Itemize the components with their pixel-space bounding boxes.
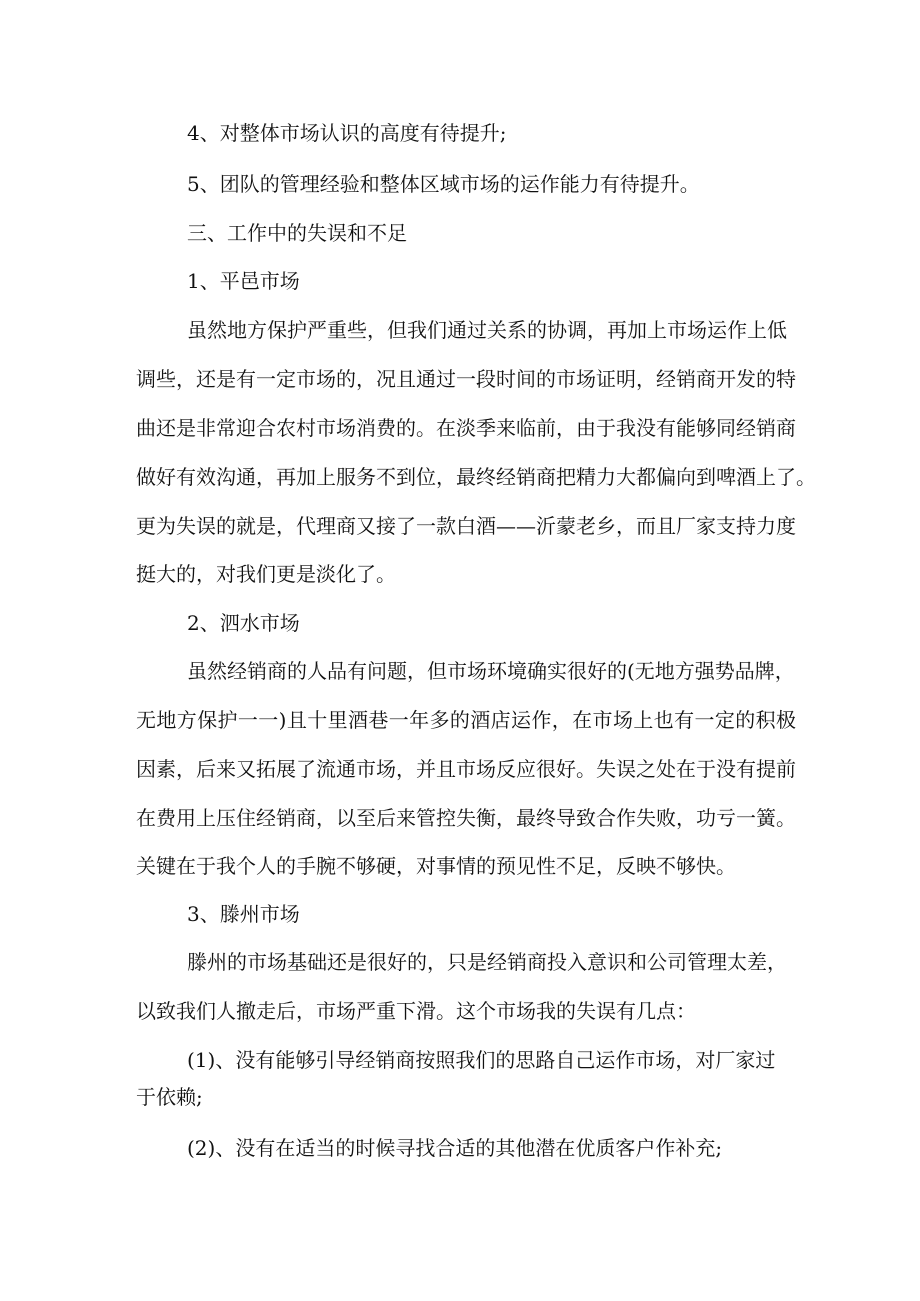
- list-item-4: 4、对整体市场认识的高度有待提升;: [187, 121, 507, 145]
- paragraph-line: 做好有效沟通，再加上服务不到位，最终经销商把精力大都偏向到啤酒上了。: [136, 465, 816, 489]
- paragraph-line: 无地方保护一一)且十里酒巷一年多的酒店运作，在市场上也有一定的积极: [136, 708, 796, 732]
- paragraph-line: 以致我们人撤走后，市场严重下滑。这个市场我的失误有几点：: [136, 999, 696, 1023]
- section-heading-3: 三、工作中的失误和不足: [187, 221, 407, 245]
- paragraph-line: 于依赖;: [136, 1085, 203, 1109]
- paragraph-line: 更为失误的就是，代理商又接了一款白酒——沂蒙老乡，而且厂家支持力度: [136, 514, 796, 538]
- subheading-sishui: 2、泗水市场: [187, 611, 300, 635]
- subheading-tengzhou: 3、滕州市场: [187, 902, 300, 926]
- paragraph-line: 因素，后来又拓展了流通市场，并且市场反应很好。失误之处在于没有提前: [136, 757, 796, 781]
- paragraph-line: 虽然地方保护严重些，但我们通过关系的协调，再加上市场运作上低: [187, 318, 787, 342]
- paragraph-line: 挺大的，对我们更是淡化了。: [136, 562, 396, 586]
- list-item-1: (1)、没有能够引导经销商按照我们的思路自己运作市场，对厂家过: [187, 1048, 776, 1072]
- list-item-5: 5、团队的管理经验和整体区域市场的运作能力有待提升。: [187, 172, 700, 196]
- paragraph-line: 曲还是非常迎合农村市场消费的。在淡季来临前，由于我没有能够同经销商: [136, 416, 796, 440]
- paragraph-line: 滕州的市场基础还是很好的，只是经销商投入意识和公司管理太差，: [187, 950, 787, 974]
- paragraph-line: 调些，还是有一定市场的，况且通过一段时间的市场证明，经销商开发的特: [136, 367, 796, 391]
- paragraph-line: 关键在于我个人的手腕不够硬，对事情的预见性不足，反映不够快。: [136, 854, 736, 878]
- list-item-2: (2)、没有在适当的时候寻找合适的其他潜在优质客户作补充;: [187, 1136, 723, 1160]
- subheading-pingyi: 1、平邑市场: [187, 269, 300, 293]
- paragraph-line: 在费用上压住经销商，以至后来管控失衡，最终导致合作失败，功亏一簧。: [136, 806, 796, 830]
- paragraph-line: 虽然经销商的人品有问题，但市场环境确实很好的(无地方强势品牌，: [187, 659, 795, 683]
